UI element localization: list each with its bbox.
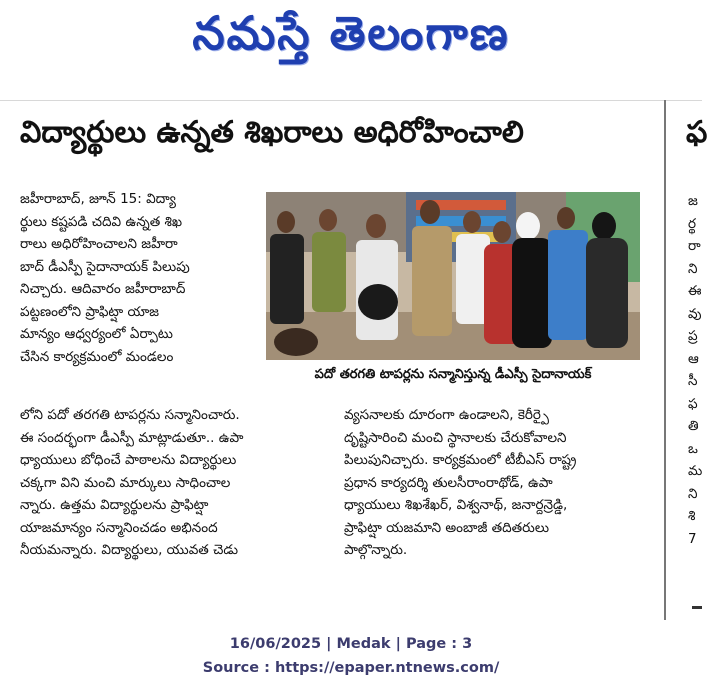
body-line: యాజమాన్యం సన్మానించడం అభినంద <box>20 519 218 536</box>
body-line: ధ్యాయులు బోధించే పాఠాలను విద్యార్థులు <box>20 452 237 468</box>
body-line: ప్రాఫిట్షా యజమాని అంబాజీ తదితరులు <box>344 519 550 536</box>
body-line: ఈ సందర్భంగా డీఎస్పీ మాట్లాడుతూ.. ఉపా <box>20 429 244 446</box>
body-line: మాన్యం ఆధ్వర్యంలో ఏర్పాటు <box>20 326 173 342</box>
masthead <box>0 0 702 78</box>
side-line: వు <box>688 305 702 322</box>
side-line: శి <box>688 508 696 524</box>
footer-date-line: 16/06/2025 | Medak | Page : 3 <box>229 636 473 652</box>
side-divider <box>692 606 702 609</box>
side-line: సీ <box>688 373 698 389</box>
side-line: ని <box>688 260 698 277</box>
body-line: పాల్గొన్నారు. <box>344 542 408 558</box>
side-line: ఫ <box>688 395 698 412</box>
body-line: వ్యసనాలకు దూరంగా ఉండాలని, కెరీర్పై <box>344 407 550 423</box>
side-line: రా <box>688 238 701 254</box>
top-rule <box>0 100 702 101</box>
side-line: జ <box>688 193 698 209</box>
footer-source-line: Source : https://epaper.ntnews.com/ <box>202 660 500 676</box>
body-line: చేసిన కార్యక్రమంలో మండలం <box>20 348 174 365</box>
side-line: ప్ర <box>688 328 698 344</box>
body-line: పిలుపునిచ్చారు. కార్యక్రమంలో టీబీఎస్ రాష్ట్ర <box>344 452 577 468</box>
body-line: చక్కగా విని మంచి మార్కులు సాధించాల <box>20 474 231 491</box>
column-separator <box>664 100 666 620</box>
body-line: రాలు అధిరోహించాలని జహీరా <box>20 236 178 252</box>
article-photo <box>266 192 640 360</box>
side-line: తి <box>688 418 699 434</box>
side-line: ఒ <box>688 440 698 457</box>
body-line: ర్థులు కష్టపడి చదివి ఉన్నత శిఖ <box>20 213 183 230</box>
body-line: లోని పదో తరగతి టాపర్లను సన్మానించారు. <box>20 407 240 423</box>
side-line: ని <box>688 485 698 502</box>
body-line: నీయమన్నారు. విద్యార్థులు, యువత చెడు <box>20 542 239 558</box>
side-line: ఈ <box>688 283 702 299</box>
side-line: ఆ <box>688 350 699 367</box>
side-headline-fragment: ఫ <box>686 115 707 150</box>
body-line: జహీరాబాద్, జూన్ 15: విద్యా <box>20 191 176 207</box>
body-line: ధ్యాయులు శిఖశేఖర్, విశ్వనాథ్, జనార్దన్రెడ్డి, <box>344 497 568 513</box>
body-line: నిచ్చారు. ఆదివారం జహీరాబాద్ <box>20 281 186 297</box>
body-line: పట్టణంలోని ప్రాఫిట్షా యాజ <box>20 303 160 320</box>
body-line: దృష్టిసారించి మంచి స్థానాలకు చేరుకోవాలని <box>344 429 567 446</box>
body-line: బాద్ డీఎస్పీ సైదానాయక్ పిలుపు <box>20 258 190 275</box>
side-column <box>688 190 702 550</box>
side-line: మ <box>688 463 703 479</box>
article-headline: విద్యార్థులు ఉన్నత శిఖరాలు అధిరోహించాలి <box>20 115 524 150</box>
masthead-title: నమస్తే తెలంగాణ <box>192 6 510 60</box>
side-line: ర్థ <box>688 215 697 232</box>
body-line: ప్రధాన కార్యదర్శి తులసీరాంరాథోడ్, ఉపా <box>344 474 553 491</box>
photo-caption: పదో తరగతి టాపర్లను సన్మానిస్తున్న డీఎస్పీ సైదానాయక్ <box>314 367 592 382</box>
side-line: 7 <box>688 530 697 547</box>
body-line: న్నారు. ఉత్తమ విద్యార్థులను ప్రాఫిట్షా <box>20 497 209 513</box>
